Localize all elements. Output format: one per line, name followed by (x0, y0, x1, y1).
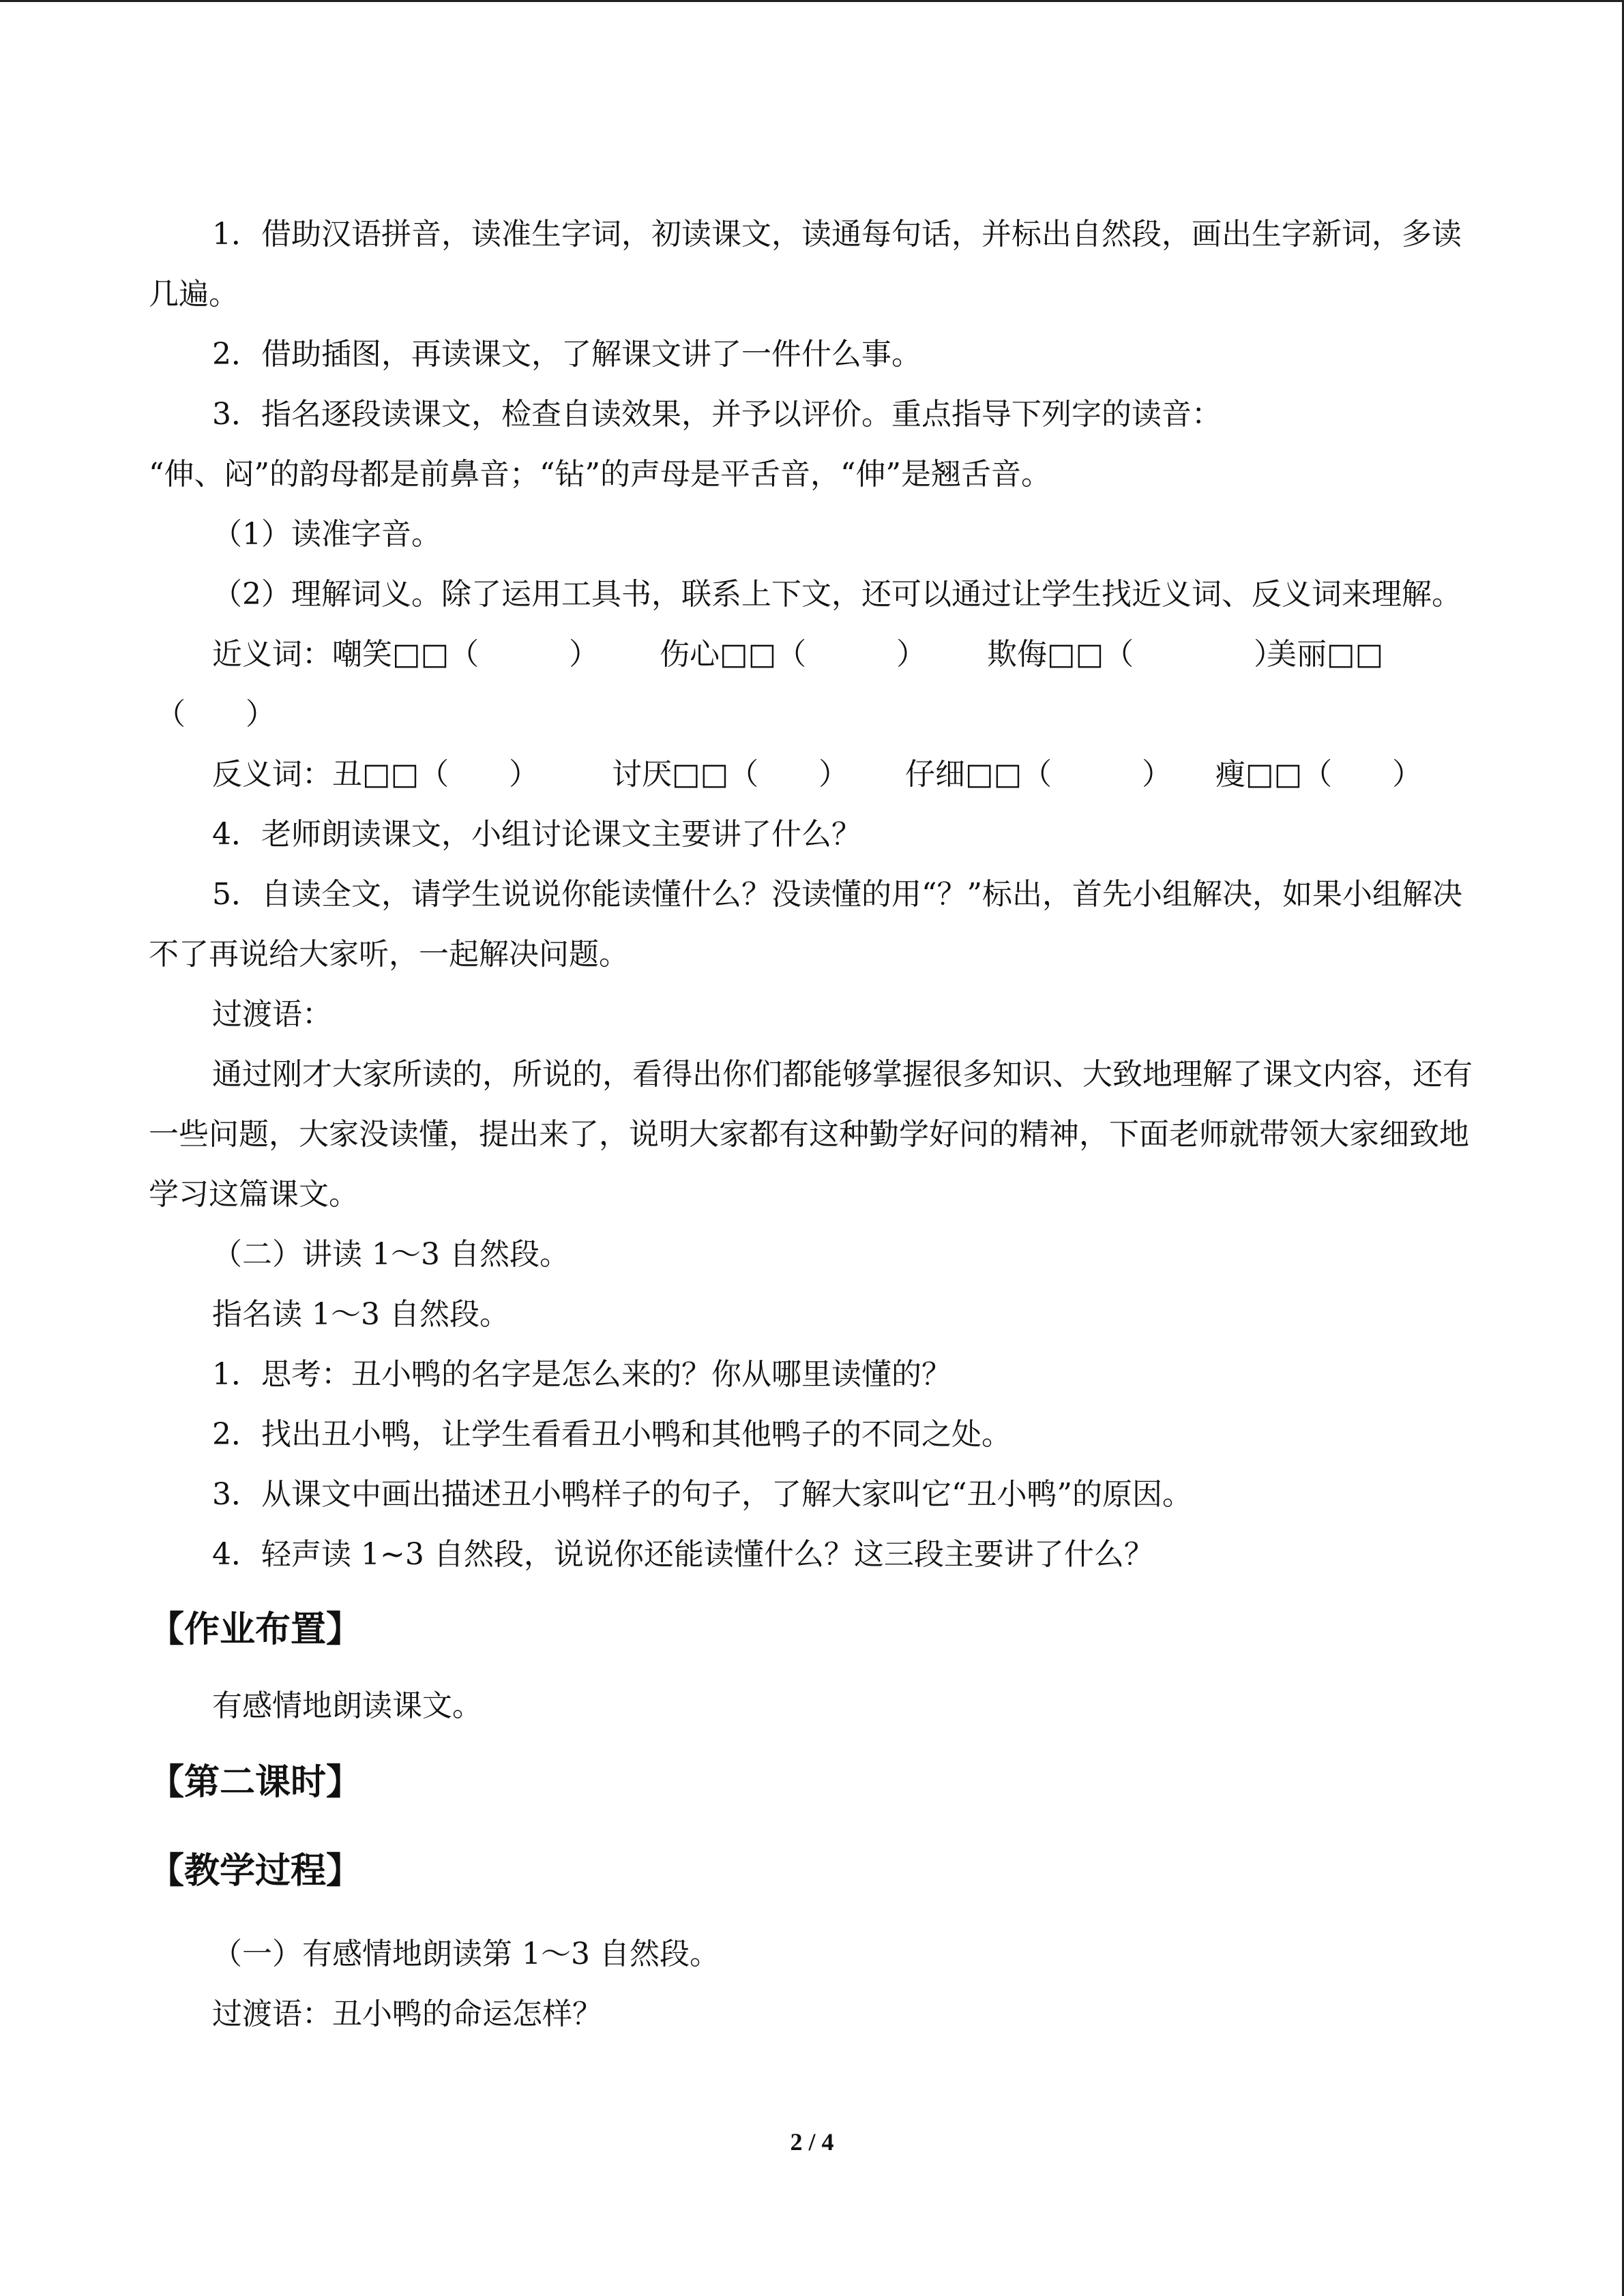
paragraph-question-4: 4．轻声读 1~3 自然段，说说你还能读懂什么？这三段主要讲了什么？ (212, 1537, 1154, 1572)
document-body (149, 205, 1479, 2044)
antonym-exercise-row (149, 745, 1479, 805)
paragraph-fate-question: 过渡语：丑小鸭的命运怎样？ (212, 1997, 602, 2031)
paragraph-question-1: 1．思考：丑小鸭的名字是怎么来的？你从哪里读懂的？ (212, 1357, 951, 1392)
paragraph-pronunciation-note: “伸、闷”的韵母都是前鼻音；“钻”的声母是平舌音，“伸”是翘舌音。 (149, 457, 1051, 492)
paragraph-section-two: （二）讲读 1～3 自然段。 (212, 1237, 570, 1272)
paragraph-read-accurately: （1）读准字音。 (212, 517, 441, 552)
synonym-label: 近义词： (212, 637, 332, 672)
paragraph-question-2: 2．找出丑小鸭，让学生看看丑小鸭和其他鸭子的不同之处。 (212, 1417, 1012, 1452)
heading-teaching-process: 【教学过程】 (149, 1851, 362, 1892)
heading-second-lesson: 【第二课时】 (149, 1762, 362, 1803)
paragraph-transition-label: 过渡语： (212, 997, 332, 1032)
synonym-item: 欺侮□□（ ） (987, 637, 1284, 672)
paragraph-step-4: 4．老师朗读课文，小组讨论课文主要讲了什么？ (212, 817, 861, 852)
synonym-item: 嘲笑□□（ ） (332, 637, 600, 672)
paragraph-question-3: 3．从课文中画出描述丑小鸭样子的句子，了解大家叫它“丑小鸭”的原因。 (212, 1477, 1192, 1512)
paragraph-step-2: 2．借助插图，再读课文，了解课文讲了一件什么事。 (212, 337, 921, 372)
synonym-overflow-blank: （ ） (156, 697, 276, 732)
paragraph-step-3: 3．指名逐段读课文，检查自读效果，并予以评价。重点指导下列字的读音： (212, 397, 1222, 432)
antonym-item: 瘦□□（ ） (1215, 757, 1423, 792)
heading-homework: 【作业布置】 (149, 1609, 362, 1650)
synonym-exercise-row (149, 625, 1479, 685)
antonym-label: 反义词： (212, 757, 332, 792)
paragraph-word-meaning: （2）理解词义。除了运用工具书，联系上下文，还可以通过让学生找近义词、反义词来理解。 (212, 577, 1462, 612)
synonym-item: 伤心□□（ ） (660, 637, 927, 672)
antonym-item: 仔细□□（ ） (905, 757, 1172, 792)
paragraph-transition-text: 通过刚才大家所读的，所说的，看得出你们都能够掌握很多知识、大致地理解了课文内容，还有一些问题，大家没读懂，提出来了，说明大家都有这种勤学好问的精神，下面老师就带领大家细致地学习这篇课文。 (149, 1057, 1473, 1212)
paragraph-section-one: （一）有感情地朗读第 1～3 自然段。 (212, 1937, 720, 1971)
paragraph-assign-reading: 指名读 1～3 自然段。 (212, 1297, 510, 1332)
paragraph-step-1: 1．借助汉语拼音，读准生字词，初读课文，读通每句话，并标出自然段，画出生字新词，多读几遍。 (149, 217, 1462, 312)
page-top-border (0, 0, 1624, 2)
paragraph-step-5: 5．自读全文，请学生说说你能读懂什么？没读懂的用“？”标出，首先小组解决，如果小组解决不了再说给大家听，一起解决问题。 (149, 877, 1462, 972)
synonym-item: 美丽□□ (1267, 637, 1384, 672)
antonym-item: 丑□□（ ） (332, 757, 540, 792)
antonym-item: 讨厌□□（ ） (612, 757, 849, 792)
page-number: 2 / 4 (790, 2128, 834, 2156)
paragraph-homework: 有感情地朗读课文。 (212, 1688, 482, 1723)
